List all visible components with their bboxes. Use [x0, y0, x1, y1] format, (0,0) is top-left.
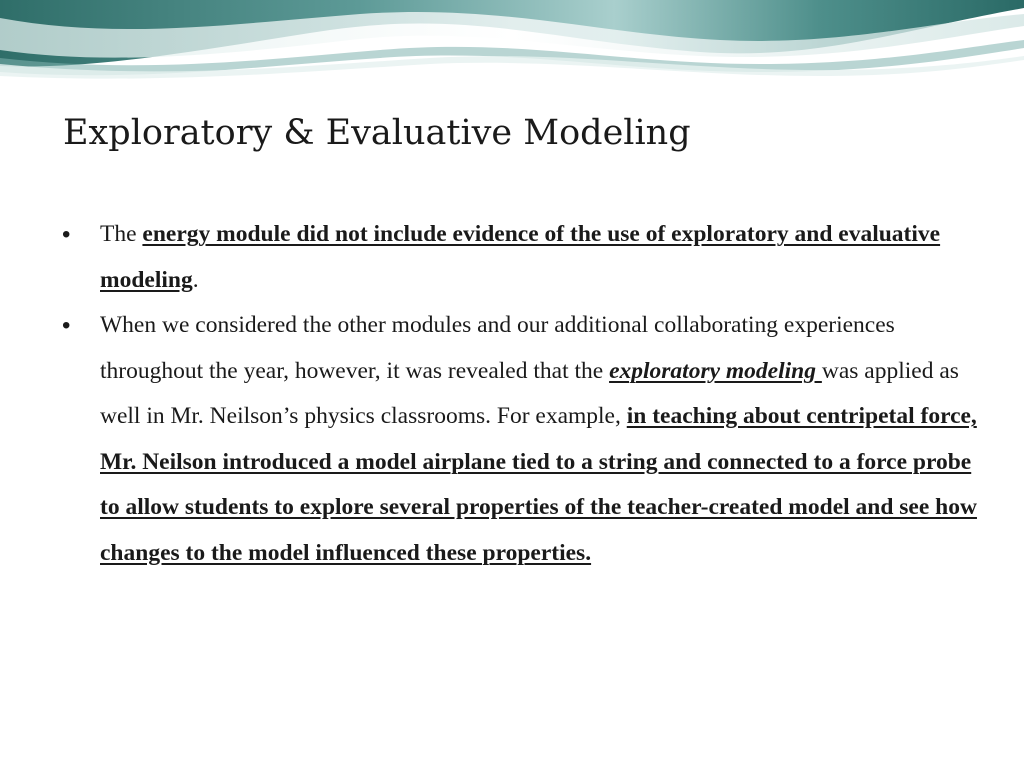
bullet-text-middle: was applied as well in Mr. Neilson’s physics classrooms. For example, — [100, 357, 959, 429]
bullet-dot-icon: • — [62, 312, 71, 339]
bullet-emphasis-centripetal-example: in teaching about centripetal force, Mr. Neilson introduced a model airplane tied to a string and connected to a force probe to allow students to explore several properties of the teacher-created model and see how changes to the model influenced these properties. — [100, 403, 977, 566]
bullet-item-other-modules — [60, 303, 980, 576]
bullet-emphasis-exploratory-modeling: exploratory modeling — [609, 357, 822, 384]
bullet-text-prefix: The — [100, 221, 143, 247]
bullet-dot-icon: • — [62, 221, 71, 248]
slide-title: Exploratory & Evaluative Modeling — [63, 113, 691, 153]
header-wave-decoration — [0, 0, 1024, 82]
bullet-emphasis-energy-module: energy module did not include evidence of the use of exploratory and evaluative modeling — [100, 221, 941, 293]
bullet-list — [60, 212, 980, 576]
bullet-text-intro: When we considered the other modules and our additional collaborating experiences throughout the year, however, it was revealed that the — [100, 312, 895, 384]
bullet-item-energy-module — [60, 212, 980, 303]
bullet-text-suffix: . — [192, 266, 199, 293]
